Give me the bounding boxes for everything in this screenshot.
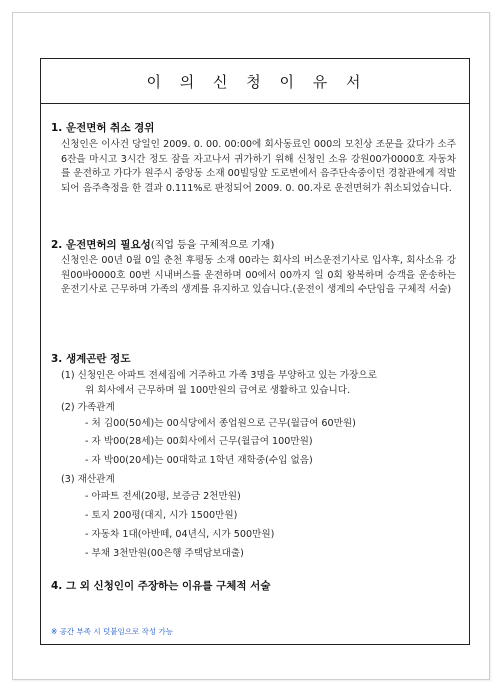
section2-heading — [51, 236, 274, 252]
asset-item: - 부채 3천만원(00은행 주택담보대출) — [85, 548, 244, 559]
family-item: - 자 박00(20세)는 00대학교 1학년 재학중(수입 없음) — [85, 455, 313, 466]
section2-heading-main: 2. 운전면허의 필요성 — [51, 239, 151, 251]
family-item: - 자 박00(28세)는 00회사에서 근무(월급여 100만원) — [85, 436, 313, 447]
section3-heading: 3. 생계곤란 정도 — [51, 353, 131, 365]
section2-heading-sub: (직업 등을 구체적으로 기재) — [150, 240, 275, 251]
footnote: ※ 공간 부족 시 덧붙임으로 작성 가능 — [51, 627, 174, 636]
family-item: - 처 김00(50세)는 00식당에서 종업원으로 근무(월급여 60만원) — [85, 418, 356, 429]
page-title: 이 의 신 청 이 유 서 — [146, 72, 364, 91]
title-bar — [41, 59, 469, 104]
section1-heading: 1. 운전면허 취소 경위 — [51, 122, 155, 134]
section3-item2-label: (2) 가족관계 — [61, 402, 115, 413]
section1-body: 신청인은 이사건 당일인 2009. 0. 00. 00:00에 회사동료인 000의 모친상 조문을 갔다가 소주 6잔을 마시고 3시간 정도 잠을 자고나서 귀가하기 위해 신청인 소유 강원00가0000호 자동차를 운전하고 가다가 원주시 중앙동 소재 00빌딩앞 도로변에서 음주단속중이던 경찰관에게 적발되어 음주측정을 한 결과 0.111%로 판정되어 2009. 0. 00.자로 운전면허가 취소되었습니다. — [61, 139, 456, 194]
document-page — [12, 12, 490, 680]
form-frame — [40, 58, 470, 645]
asset-item: - 아파트 전세(20평, 보증금 2천만원) — [85, 491, 241, 502]
section3-item1-line1: (1) 신청인은 아파트 전세집에 거주하고 가족 3명을 부양하고 있는 가장으로 — [61, 370, 377, 381]
section4-heading: 4. 그 외 신청인이 주장하는 이유를 구체적 서술 — [51, 580, 271, 592]
asset-item: - 자동차 1대(아반떼, 04년식, 시가 500만원) — [85, 529, 275, 540]
section2-body: 신청인은 00년 0월 0일 춘천 후평동 소재 00라는 회사의 버스운전기사로 입사후, 회사소유 강원00바0000호 00번 시내버스를 운전하며 00에서 00까지 일 0회 왕복하며 승객을 운송하는 운전기사로 근무하며 가족의 생계를 유지하고 있습니다.(운전이 생계의 수단임을 구체적 서술) — [61, 255, 456, 295]
section3-item1-line2: 위 회사에서 근무하며 월 100만원의 급여로 생활하고 있습니다. — [85, 385, 351, 396]
section3-item3-label: (3) 재산관계 — [61, 474, 115, 485]
asset-item: - 토지 200평(대지, 시가 1500만원) — [85, 510, 238, 521]
